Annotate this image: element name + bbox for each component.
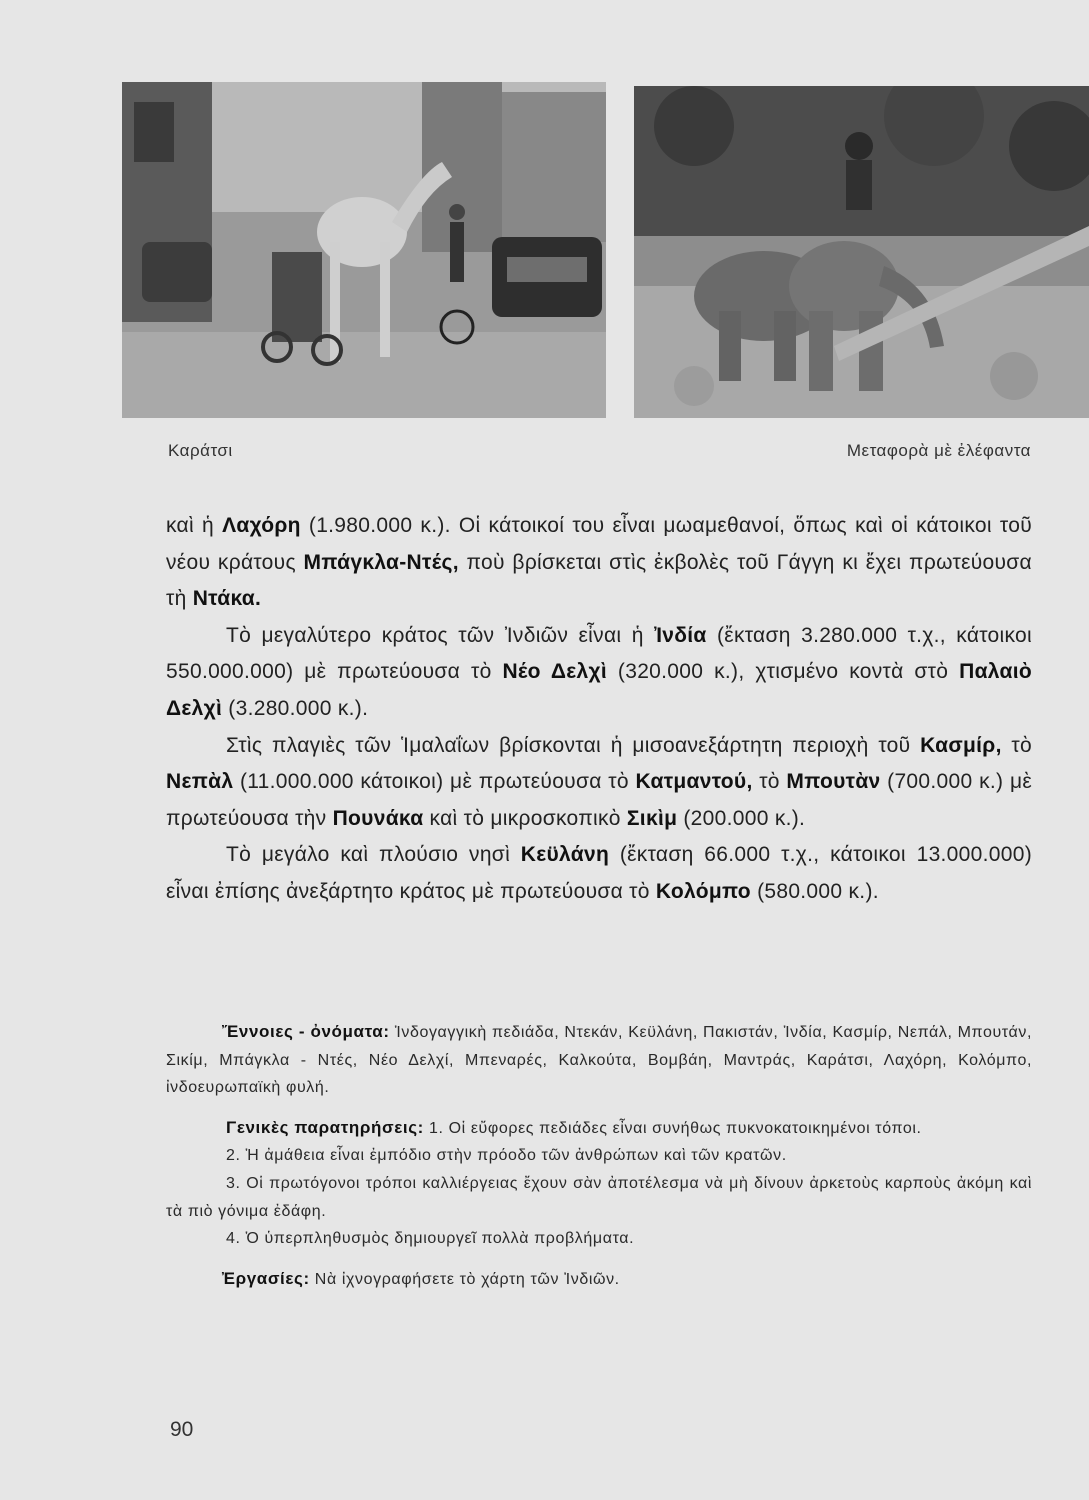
tasks-section: Ἐργασίες: Νὰ ἰχνογραφήσετε τὸ χάρτη τῶν Ἰνδιῶν. — [222, 1268, 620, 1288]
exercise-notes — [166, 1018, 1032, 1293]
concepts-section: Ἔννοιες - ὀνόματα: Ἰνδογαγγικὴ πεδιάδα, Ντεκάν, Κεϋλάνη, Πακιστάν, Ἰνδία, Κασμίρ, Νεπάλ, Μπουτάν, Σικίμ, Μπάγκλα - Ντές, Νέο Δελχί, Μπεναρές, Καλκούτα, Βομβάη, Μαντράς, Καράτσι, Λαχόρη, Κολόμπο, ἰνδοευρωπαϊκὴ φυλή. — [166, 1022, 1032, 1097]
concepts-label: Ἔννοιες - ὀνόματα: — [222, 1022, 390, 1041]
figure-caption-right: Μεταφορὰ μὲ ἐλέφαντα — [846, 441, 1031, 460]
elephant-photo — [634, 86, 1089, 418]
main-text — [166, 508, 1032, 911]
remarks-section: Γενικὲς παρατηρήσεις: 1. Οἱ εὔφορες πεδιάδες εἶναι συνήθως πυκνοκατοικημένοι τόποι. — [226, 1117, 922, 1137]
tasks-label: Ἐργασίες: — [222, 1268, 310, 1288]
paragraph-india: Τὸ μεγαλύτερο κράτος τῶν Ἰνδιῶν εἶναι ἡ Ἰνδία (ἔκταση 3.280.000 τ.χ., κάτοικοι 550.000.000) μὲ πρωτεύουσα τὸ Νέο Δελχὶ (320.000 κ.), χτισμένο κοντὰ στὸ Παλαιὸ Δελχὶ (3.280.000 κ.). — [166, 623, 1032, 720]
remarks-label: Γενικὲς παρατηρήσεις: — [226, 1117, 424, 1137]
street-photo-karachi — [122, 82, 606, 418]
figure-caption-left: Καράτσι — [168, 441, 233, 460]
remark-item-3: 3. Οἱ πρωτόγονοι τρόποι καλλιέργειας ἔχουν σὰν ἀποτέλεσμα νὰ μὴ δίνουν ἀρκετοὺς καρποὺς ἀκόμη καὶ τὰ πιὸ γόνιμα ἐδάφη. — [166, 1174, 1032, 1220]
page-number: 90 — [170, 1418, 194, 1441]
paragraph-lahore: καὶ ἡ Λαχόρη (1.980.000 κ.). Οἱ κάτοικοί του εἶναι μωαμεθανοί, ὅπως καὶ οἱ κάτοικοι τοῦ νέου κράτους Μπάγκλα-Ντές, ποὺ βρίσκεται στὶς ἐκβολὲς τοῦ Γάγγη κι ἔχει πρωτεύουσα τὴ Ντάκα. — [166, 514, 1032, 611]
remark-item-4: 4. Ὁ ὑπερπληθυσμὸς δημιουργεῖ πολλὰ προβλήματα. — [226, 1230, 635, 1248]
remark-item-2: 2. Ἡ ἀμάθεια εἶναι ἐμπόδιο στὴν πρόοδο τῶν ἀνθρώπων καὶ τῶν κρατῶν. — [226, 1147, 787, 1165]
paragraph-himalayas: Στὶς πλαγιὲς τῶν Ἱμαλαΐων βρίσκονται ἡ μισοανεξάρτητη περιοχὴ τοῦ Κασμίρ, τὸ Νεπὰλ (11.000.000 κάτοικοι) μὲ πρωτεύουσα τὸ Κατμαντού, τὸ Μπουτὰν (700.000 κ.) μὲ πρωτεύουσα τὴν Πουνάκα καὶ τὸ μικροσκοπικὸ Σικὶμ (200.000 κ.). — [166, 733, 1033, 830]
paragraph-ceylon: Τὸ μεγάλο καὶ πλούσιο νησὶ Κεϋλάνη (ἔκταση 66.000 τ.χ., κάτοικοι 13.000.000) εἶναι ἐπίσης ἀνεξάρτητο κράτος μὲ πρωτεύουσα τὸ Κολόμπο (580.000 κ.). — [166, 843, 1032, 903]
